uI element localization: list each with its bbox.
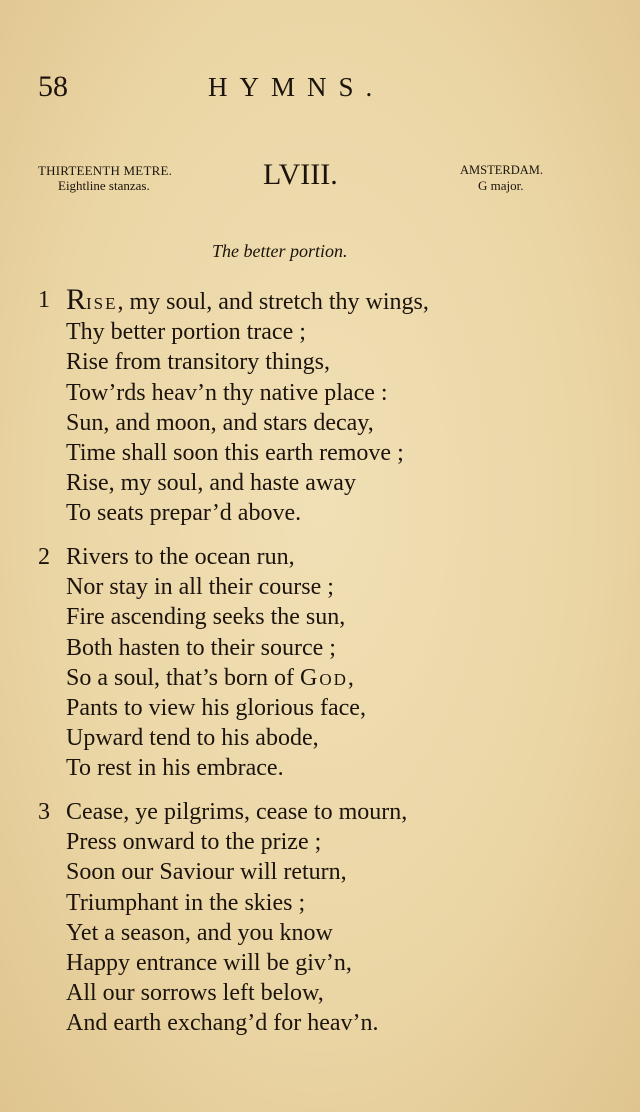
- verse-line: Nor stay in all their course ;: [66, 574, 334, 601]
- tune-info: [460, 163, 560, 193]
- first-word-rest: ise: [86, 289, 118, 315]
- first-line-rest: , my soul, and stretch thy wings,: [117, 289, 429, 315]
- verse-line: Thy better portion trace ;: [66, 319, 306, 346]
- running-head: HYMNS.: [208, 72, 385, 102]
- hymn-title: The better portion.: [212, 241, 348, 261]
- verse-line: Rise, my soul, and haste away: [66, 470, 356, 497]
- tune-name: AMSTERDAM.: [460, 163, 543, 177]
- drop-initial: R: [66, 283, 87, 316]
- stanza-1: [38, 285, 558, 529]
- verse-line: Pants to view his glorious face,: [66, 695, 366, 722]
- verse-line: [38, 663, 558, 693]
- verse-line: [38, 285, 558, 317]
- stanza-form: Eightline stanzas.: [58, 178, 150, 193]
- stanza-number: 2: [38, 544, 50, 570]
- verse-line: And earth exchang’d for heav’n.: [66, 1010, 379, 1037]
- page-number: 58: [38, 70, 68, 103]
- verse-line: Happy entrance will be giv’n,: [66, 950, 352, 977]
- metre-info: [38, 163, 172, 193]
- stanza-3: [38, 797, 558, 1039]
- stanza-number: 3: [38, 799, 50, 825]
- stanza-number: 1: [38, 287, 50, 313]
- verse-line: Rivers to the ocean run,: [66, 544, 295, 570]
- metre-name: THIRTEENTH METRE.: [38, 163, 173, 178]
- verse-line: Rise from transitory things,: [66, 349, 330, 376]
- hymn-number: LVIII.: [263, 158, 338, 191]
- stanza-2: [38, 542, 558, 784]
- verse-line: Yet a season, and you know: [66, 919, 333, 946]
- verse-line: Upward tend to his abode,: [66, 725, 319, 752]
- verse-line: Tow’rds heav’n thy native place :: [66, 379, 388, 406]
- verse-line: Triumphant in the skies ;: [66, 889, 306, 916]
- verse-line: Soon our Saviour will return,: [66, 859, 347, 886]
- verse-line: Fire ascending seeks the sun,: [66, 604, 346, 631]
- verse-line: All our sorrows left below,: [66, 980, 324, 1007]
- divine-name: God: [300, 664, 348, 691]
- tune-key: G major.: [478, 178, 524, 193]
- verse-text: So a soul, that’s born of: [66, 664, 300, 691]
- verse-line: To seats prepar’d above.: [66, 500, 302, 527]
- verse-line: Cease, ye pilgrims, cease to mourn,: [66, 799, 408, 825]
- verse-line: Press onward to the prize ;: [66, 829, 322, 856]
- verse-text: ,: [347, 664, 354, 691]
- verse-line: To rest in his embrace.: [66, 755, 284, 782]
- verse-line: Sun, and moon, and stars decay,: [66, 409, 374, 436]
- verse-line: Time shall soon this earth remove ;: [66, 440, 404, 467]
- verse-line: Both hasten to their source ;: [66, 634, 336, 661]
